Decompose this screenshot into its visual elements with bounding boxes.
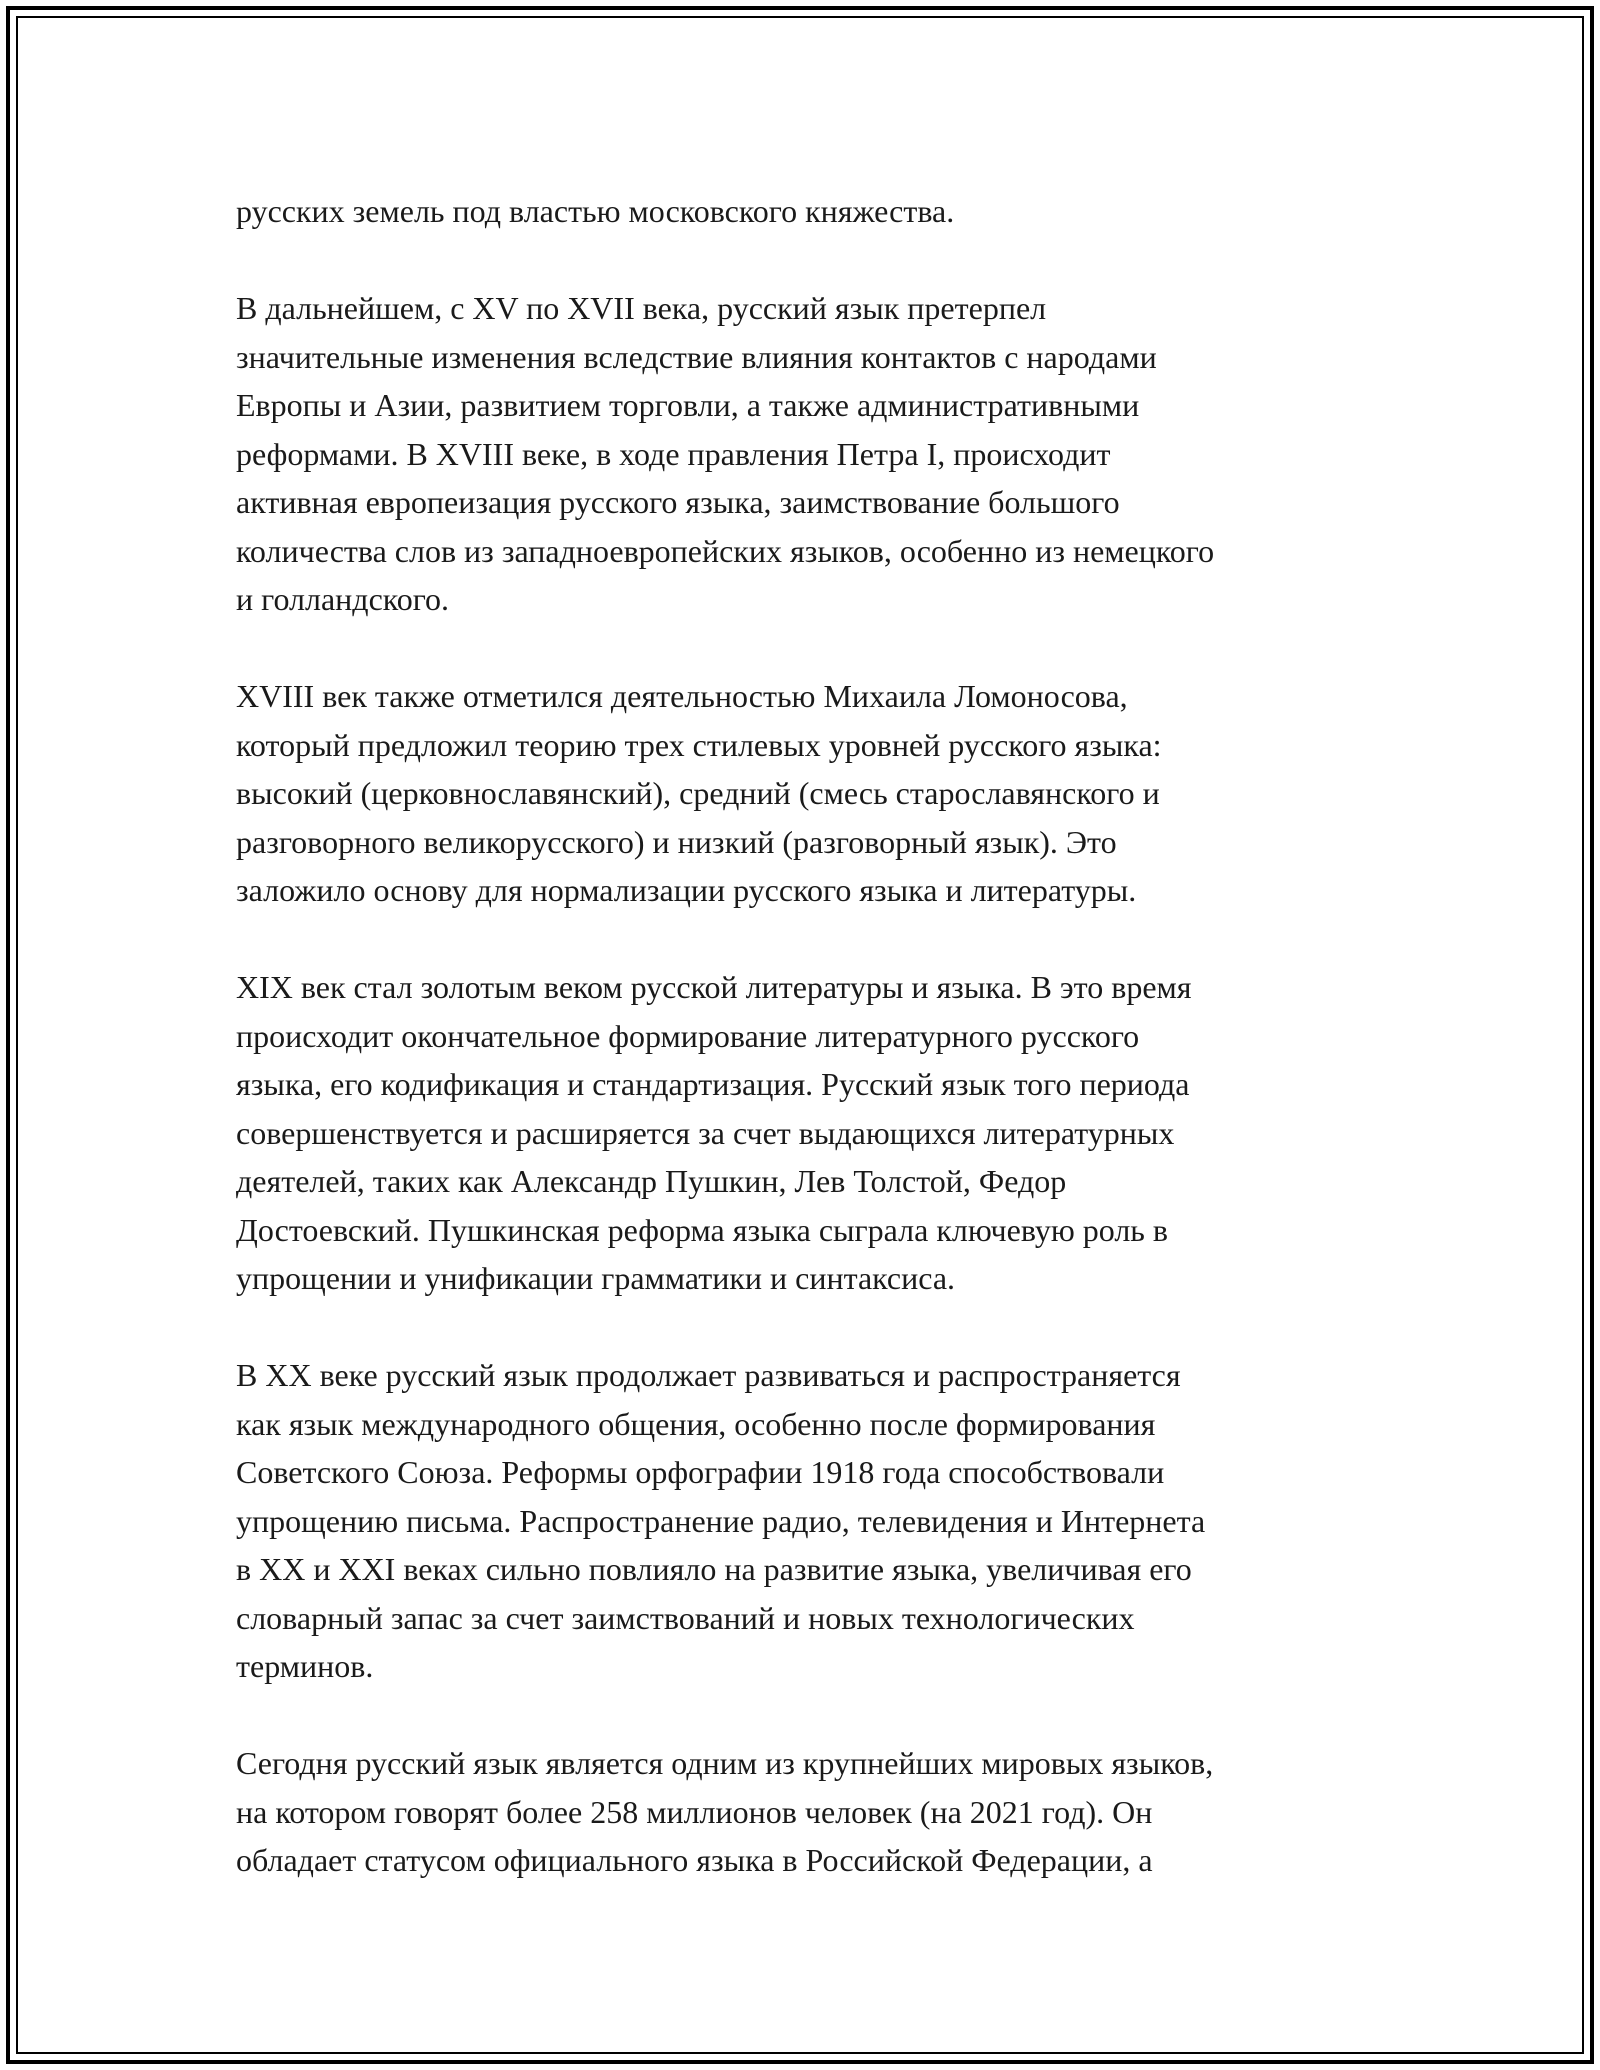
paragraph-3: XVIII век также отметился деятельностью Михаила Ломоносова, который предложил теорию трех стилевых уровней русского языка: высокий (церковнославянский), средний (смесь старославянского и разговорного великорусского) и низкий (разговорный язык). Это заложило основу для нормализации русского языка и литературы.: [236, 678, 1162, 908]
paragraph-6: Сегодня русский язык является одним из крупнейших мировых языков, на котором говорят более 258 миллионов человек (на 2021 год). Он обладает статусом официального языка в Российской Федерации, а: [236, 1745, 1214, 1878]
document-body: [236, 187, 1376, 1933]
paragraph-2: В дальнейшем, с XV по XVII века, русский язык претерпел значительные изменения вследствие влияния контактов с народами Европы и Азии, развитием торговли, а также административными реформами. В XVIII веке, в ходе правления Петра I, происходит активная европеизация русского языка, заимствование большого количества слов из западноевропейских языков, особенно из немецкого и голландского.: [236, 290, 1215, 617]
paragraph-5: В XX веке русский язык продолжает развиваться и распространяется как язык международного общения, особенно после формирования Советского Союза. Реформы орфографии 1918 года способствовали упрощению письма. Распространение радио, телевидения и Интернета в XX и XXI веках сильно повлияло на развитие языка, увеличивая его словарный запас за счет заимствований и новых технологических терминов.: [236, 1357, 1206, 1684]
paragraph-4: XIX век стал золотым веком русской литературы и языка. В это время происходит окончательное формирование литературного русского языка, его кодификация и стандартизация. Русский язык того периода совершенствуется и расширяется за счет выдающихся литературных деятелей, таких как Александр Пушкин, Лев Толстой, Федор Достоевский. Пушкинская реформа языка сыграла ключевую роль в упрощении и унификации грамматики и синтаксиса.: [236, 969, 1192, 1296]
paragraph-1: русских земель под властью московского княжества.: [236, 193, 955, 229]
